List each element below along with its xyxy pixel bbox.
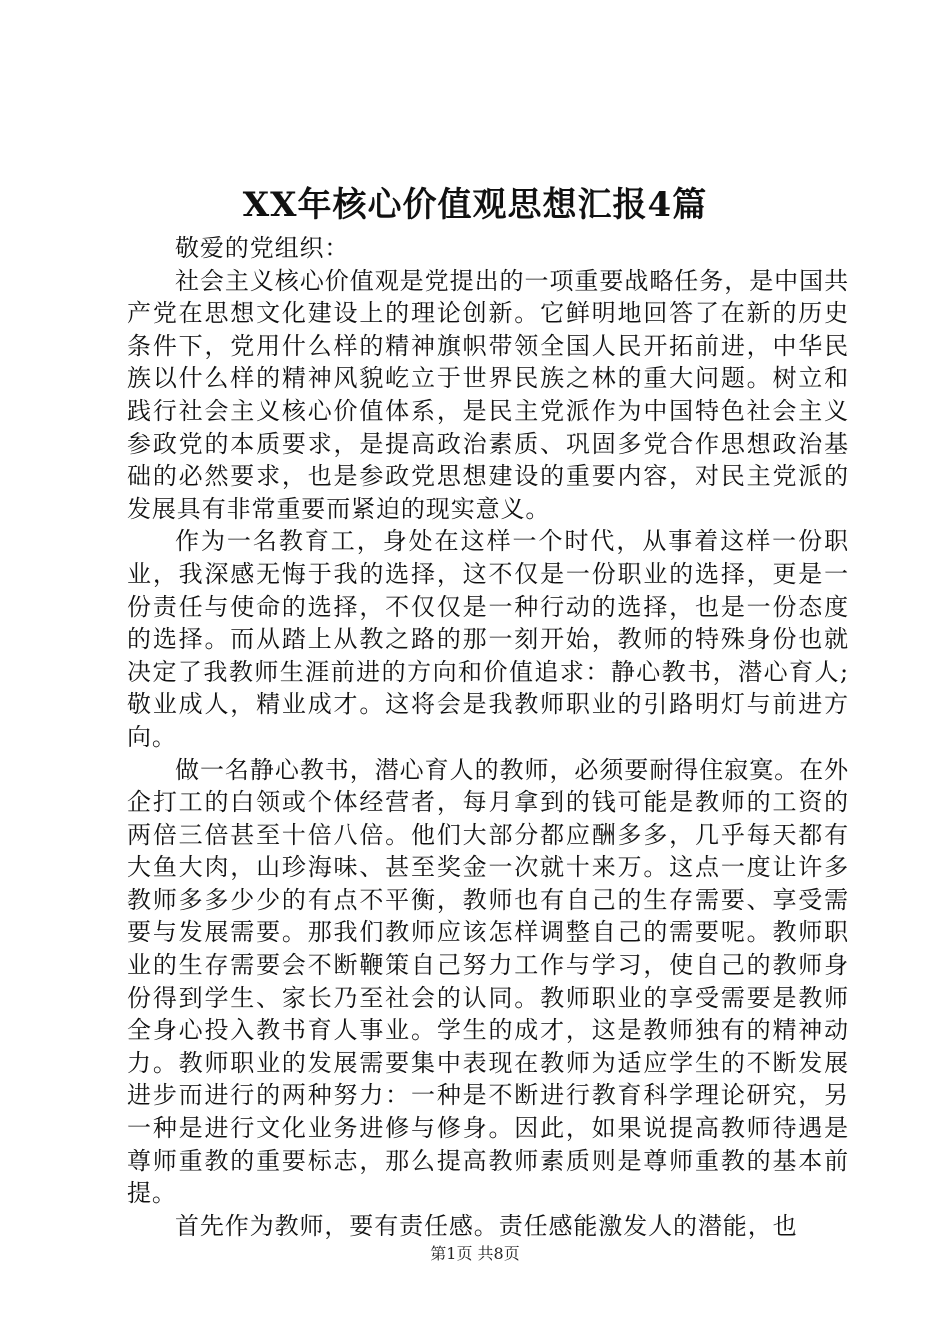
document-title: XX年核心价值观思想汇报4篇 (242, 185, 708, 225)
paragraph: 社会主义核心价值观是党提出的一项重要战略任务，是中国共产党在思想文化建设上的理论创新。它鲜明地回答了在新的历史条件下，党用什么样的精神旗帜带领全国人民开拓前进，中华民族以什么样的精神风貌屹立于世界民族之林的重大问题。树立和践行社会主义核心价值体系，是民主党派作为中国特色社会主义参政党的本质要求，是提高政治素质、巩固多党合作思想政治基础的必然要求，也是参政党思想建设的重要内容，对民主党派的发展具有非常重要而紧迫的现实意义。 (127, 266, 849, 523)
document-body (127, 232, 849, 1242)
paragraph: 作为一名教育工，身处在这样一个时代，从事着这样一份职业，我深感无悔于我的选择，这不仅是一份职业的选择，更是一份责任与使命的选择，不仅仅是一种行动的选择，也是一份态度的选择。而从踏上从教之路的那一刻开始，教师的特殊身份也就决定了我教师生涯前进的方向和价值追求：静心教书，潜心育人;敬业成人，精业成才。这将会是我教师职业的引路明灯与前进方向。 (127, 527, 849, 751)
paragraph: 做一名静心教书，潜心育人的教师，必须要耐得住寂寞。在外企打工的白领或个体经营者，每月拿到的钱可能是教师的工资的两倍三倍甚至十倍八倍。他们大部分都应酬多多，几乎每天都有大鱼大肉，山珍海味、甚至奖金一次就十来万。这点一度让许多教师多多少少的有点不平衡，教师也有自己的生存需要、享受需要与发展需要。那我们教师应该怎样调整自己的需要呢。教师职业的生存需要会不断鞭策自己努力工作与学习，使自己的教师身份得到学生、家长乃至社会的认同。教师职业的享受需要是教师全身心投入教书育人事业。学生的成才，这是教师独有的精神动力。教师职业的发展需要集中表现在教师为适应学生的不断发展进步而进行的两种努力：一种是不断进行教育科学理论研究，另一种是进行文化业务进修与修身。因此，如果说提高教师待遇是尊师重教的重要标志，那么提高教师素质则是尊师重教的基本前提。 (127, 755, 849, 1208)
salutation: 敬爱的党组织： (175, 234, 350, 262)
page-number-footer: 第1页 共8页 (430, 1244, 520, 1263)
paragraph: 首先作为教师，要有责任感。责任感能激发人的潜能，也 (175, 1211, 798, 1240)
